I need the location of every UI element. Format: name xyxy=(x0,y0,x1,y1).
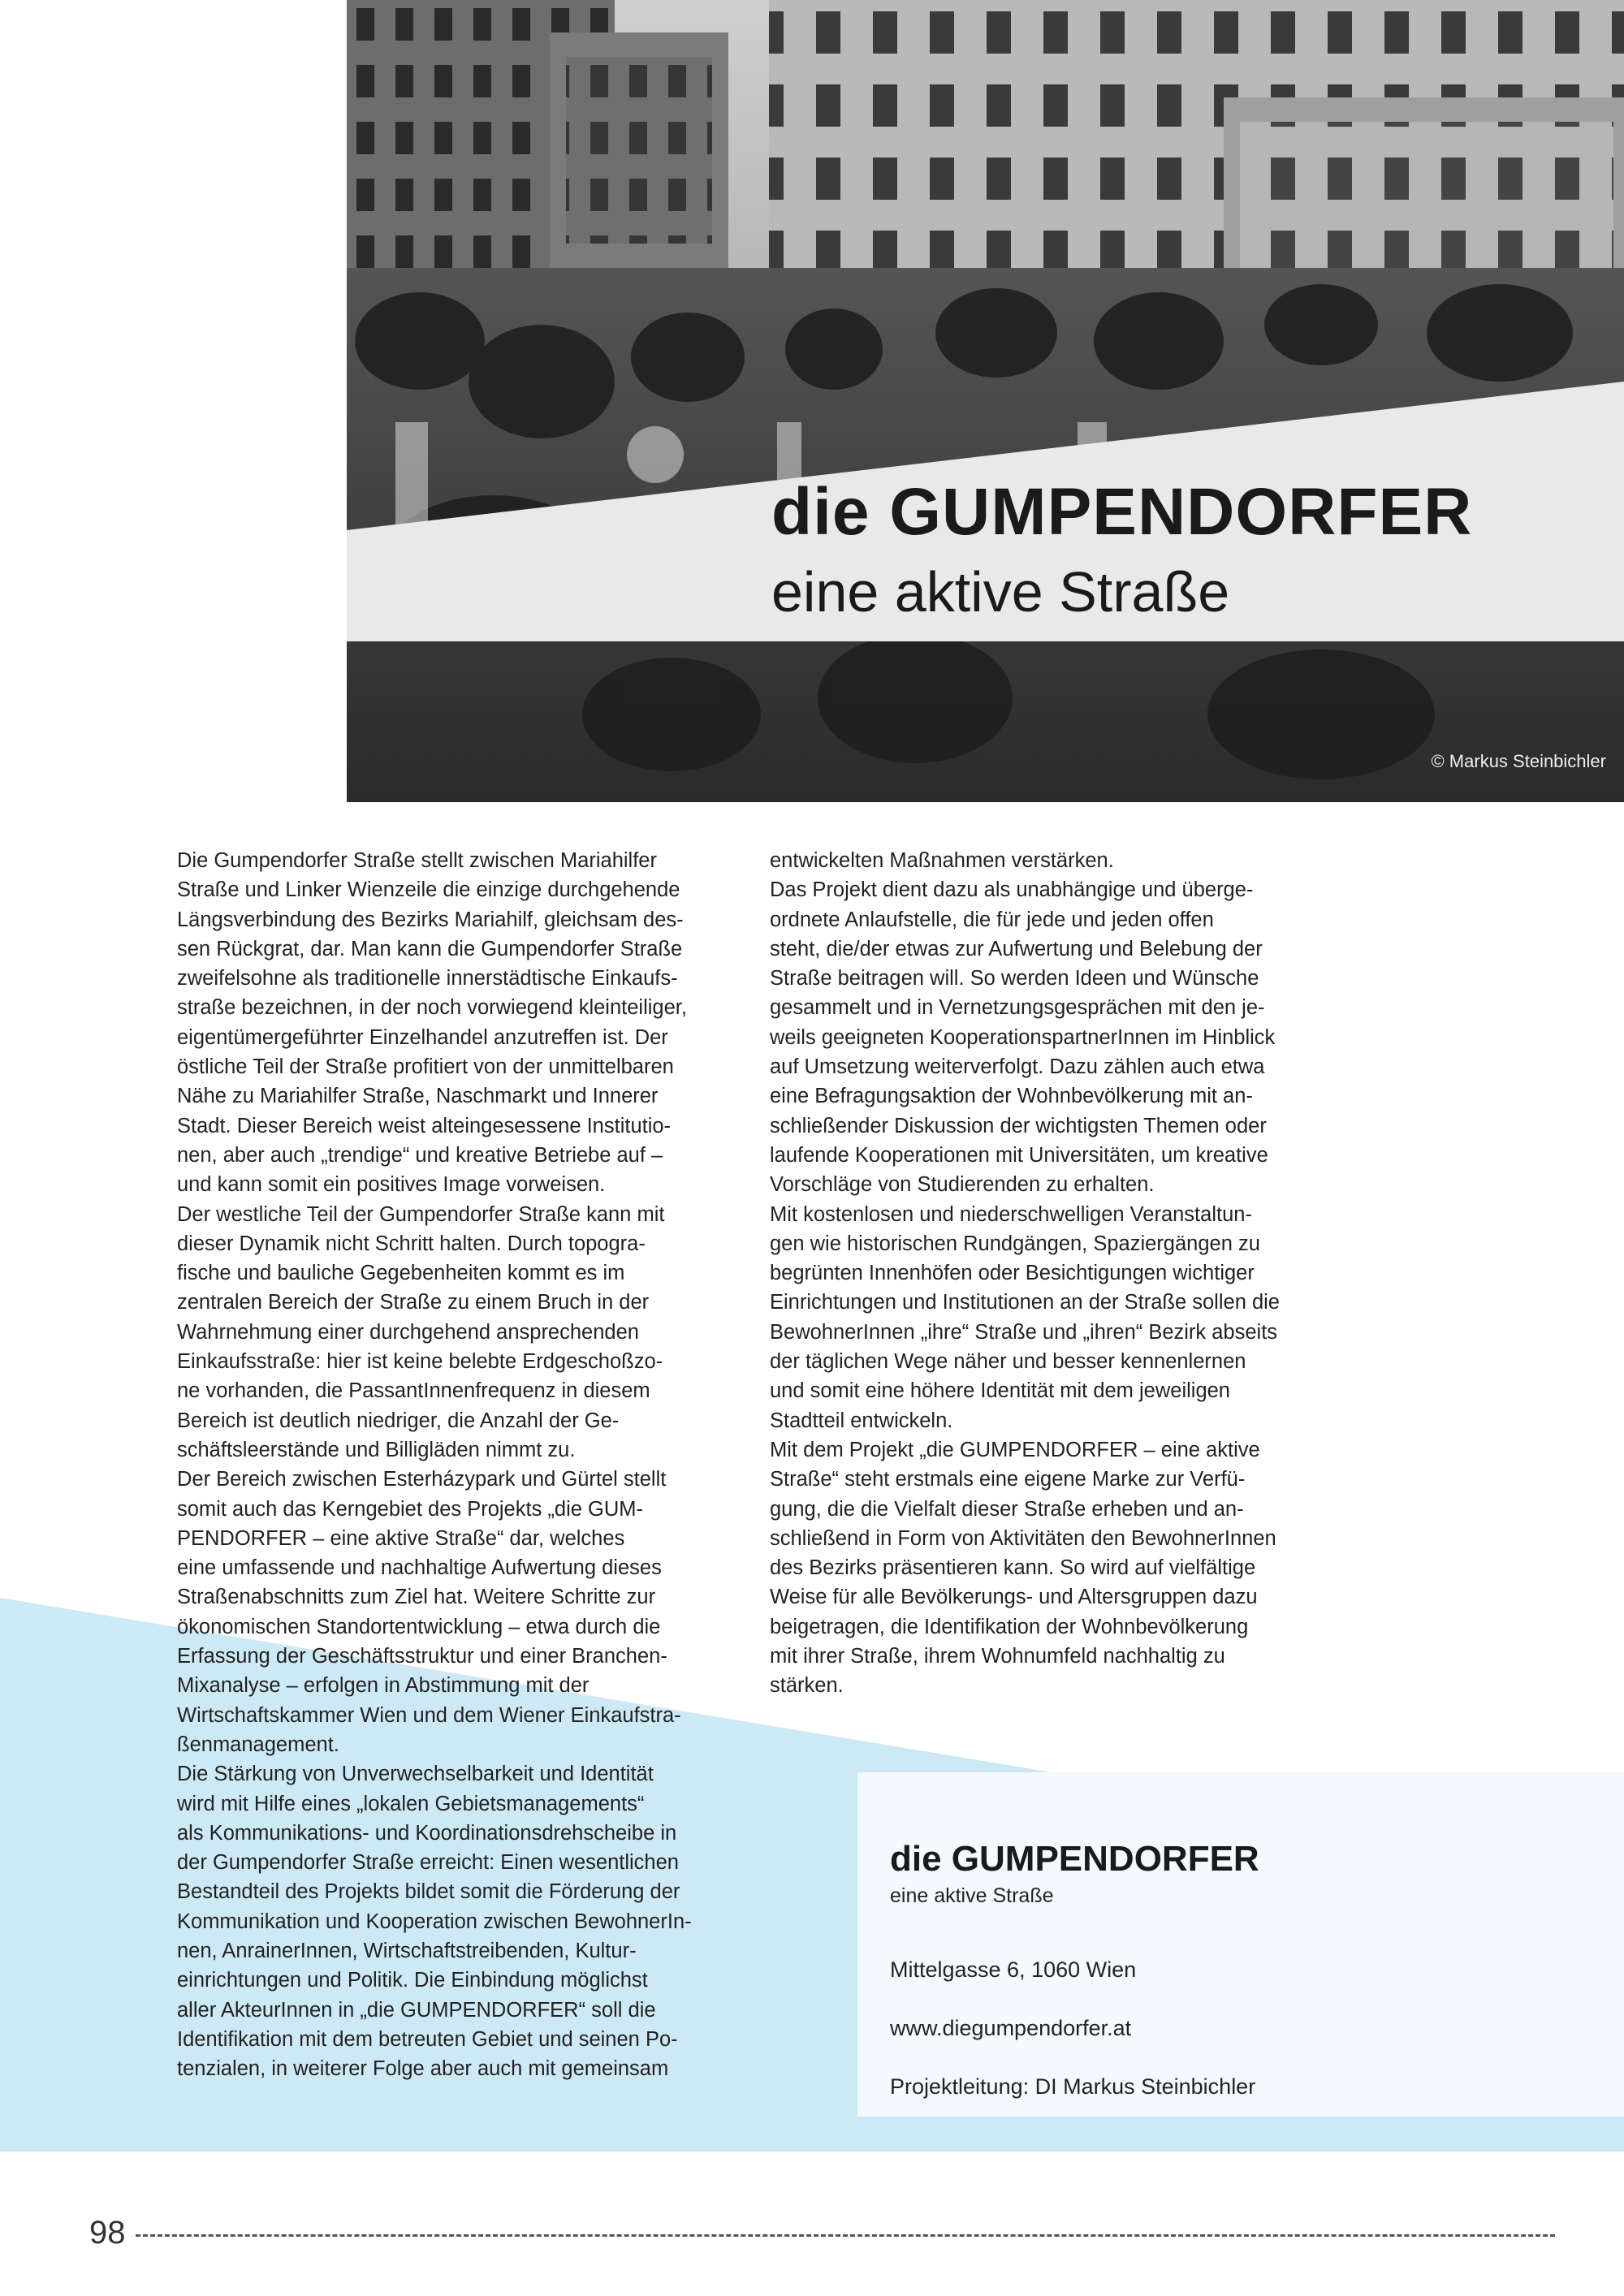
text-line: Vorschläge von Studierenden zu erhalten. xyxy=(770,1173,1155,1197)
text-line: Mit dem Projekt „die GUMPENDORFER – eine aktive xyxy=(770,1438,1260,1461)
text-line: Die Gumpendorfer Straße stellt zwischen Mariahilfer xyxy=(177,849,657,872)
text-line: Straße beitragen will. So werden Ideen und Wünsche xyxy=(770,967,1259,990)
info-website-link[interactable]: www.diegumpendorfer.at xyxy=(890,2016,1132,2040)
header-photo xyxy=(347,0,1624,802)
text-line: der Gumpendorfer Straße erreicht: Einen wesentlichen xyxy=(177,1851,679,1875)
text-line: Einrichtungen und Institutionen an der Straße sollen die xyxy=(770,1291,1280,1314)
text-line: schließend in Form von Aktivitäten den BewohnerInnen xyxy=(770,1526,1276,1550)
text-line: Bestandteil des Projekts bildet somit die Förderung der xyxy=(177,1880,680,1904)
text-line: steht, die/der etwas zur Aufwertung und Belebung der xyxy=(770,937,1263,960)
text-line: als Kommunikations- und Koordinationsdrehscheibe in xyxy=(177,1821,677,1845)
contact-info-box xyxy=(857,1772,1624,2117)
text-line: schäftsleerstände und Billigläden nimmt zu. xyxy=(177,1438,576,1461)
text-line: mit ihrer Straße, ihrem Wohnumfeld nachhaltig zu xyxy=(770,1645,1225,1668)
text-line: gesammelt und in Vernetzungsgesprächen mit den je- xyxy=(770,996,1265,1020)
text-line: dieser Dynamik nicht Schritt halten. Durch topogra- xyxy=(177,1232,646,1255)
text-line: Kommunikation und Kooperation zwischen BewohnerIn- xyxy=(177,1910,692,1933)
body-text-right-column xyxy=(770,846,1310,1701)
text-line: ökonomischen Standortentwicklung – etwa durch die xyxy=(177,1615,661,1638)
text-line: gung, die die Vielfalt dieser Straße erheben und an- xyxy=(770,1497,1244,1521)
text-line: PENDORFER – eine aktive Straße“ dar, welches xyxy=(177,1526,625,1550)
text-line: einrichtungen und Politik. Die Einbindung möglichst xyxy=(177,1969,648,1992)
text-line: begrünten Innenhöfen oder Besichtigungen wichtiger xyxy=(770,1262,1255,1285)
text-line: stärken. xyxy=(770,1674,844,1698)
text-line: somit auch das Kerngebiet des Projekts „die GUM- xyxy=(177,1497,643,1521)
text-line: beigetragen, die Identifikation der Wohnbevölkerung xyxy=(770,1615,1249,1638)
text-line: und somit eine höhere Identität mit dem jeweiligen xyxy=(770,1379,1230,1403)
text-line: Bereich ist deutlich niedriger, die Anzahl der Ge- xyxy=(177,1409,620,1432)
text-line: Mixanalyse – erfolgen in Abstimmung mit der xyxy=(177,1674,590,1698)
text-line: Straße und Linker Wienzeile die einzige durchgehende xyxy=(177,878,680,902)
text-line: Längsverbindung des Bezirks Mariahilf, gleichsam des- xyxy=(177,908,684,931)
text-line: laufende Kooperationen mit Universitäten, um kreative xyxy=(770,1143,1268,1167)
info-box-title: die GUMPENDORFER xyxy=(890,1839,1259,1879)
text-line: tenzialen, in weiterer Folge aber auch mit gemeinsam xyxy=(177,2057,669,2081)
body-text-left-column xyxy=(177,846,717,2083)
text-line: Erfassung der Geschäftsstruktur und einer Branchen- xyxy=(177,1645,667,1668)
footer-dashed-rule xyxy=(136,2234,1556,2237)
photo-credit: © Markus Steinbichler xyxy=(1431,751,1606,771)
text-line: Wirtschaftskammer Wien und dem Wiener Einkaufstra- xyxy=(177,1703,681,1727)
text-line: Stadtteil entwickeln. xyxy=(770,1409,953,1432)
text-line: östliche Teil der Straße profitiert von der unmittelbaren xyxy=(177,1055,674,1079)
text-line: entwickelten Maßnahmen verstärken. xyxy=(770,849,1114,872)
text-line: Stadt. Dieser Bereich weist alteingesessene Institutio- xyxy=(177,1114,672,1137)
text-line: Nähe zu Mariahilfer Straße, Naschmarkt und Innerer xyxy=(177,1085,659,1108)
text-line: ne vorhanden, die PassantInnenfrequenz in diesem xyxy=(177,1379,650,1403)
text-line: ßenmanagement. xyxy=(177,1733,339,1756)
text-line: eigentümergeführter Einzelhandel anzutreffen ist. Der xyxy=(177,1025,668,1049)
info-project-lead: Projektleitung: DI Markus Steinbichler xyxy=(890,2074,1256,2099)
text-line: nen, AnrainerInnen, Wirtschaftstreibenden, Kultur- xyxy=(177,1939,637,1962)
page-title: die GUMPENDORFER xyxy=(771,475,1473,549)
page-number: 98 xyxy=(89,2215,126,2251)
info-address: Mittelgasse 6, 1060 Wien xyxy=(890,1957,1137,1982)
text-line: Der westliche Teil der Gumpendorfer Straße kann mit xyxy=(177,1202,665,1226)
text-line: zweifelsohne als traditionelle innerstädtische Einkaufs- xyxy=(177,967,678,990)
text-line: Wahrnehmung einer durchgehend ansprechenden xyxy=(177,1320,639,1344)
text-line: straße bezeichnen, in der noch vorwiegend kleinteiliger, xyxy=(177,996,687,1020)
page-footer xyxy=(89,2215,1555,2251)
text-line: Straßenabschnitts zum Ziel hat. Weitere Schritte zur xyxy=(177,1586,656,1609)
text-line: Einkaufsstraße: hier ist keine belebte Erdgeschoßzo- xyxy=(177,1350,663,1374)
text-line: gen wie historischen Rundgängen, Spaziergängen zu xyxy=(770,1232,1260,1255)
text-line: eine Befragungsaktion der Wohnbevölkerung mit an- xyxy=(770,1085,1253,1108)
page-title-block xyxy=(771,475,1473,624)
text-line: Identifikation mit dem betreuten Gebiet und seinen Po- xyxy=(177,2027,678,2051)
text-line: Straße“ steht erstmals eine eigene Marke zur Verfü- xyxy=(770,1468,1246,1491)
text-line: und kann somit ein positives Image vorweisen. xyxy=(177,1173,606,1197)
text-line: sen Rückgrat, dar. Man kann die Gumpendorfer Straße xyxy=(177,937,683,960)
text-line: ordnete Anlaufstelle, die für jede und jeden offen xyxy=(770,908,1214,931)
text-line: Mit kostenlosen und niederschwelligen Veranstaltun- xyxy=(770,1202,1252,1226)
text-line: fische und bauliche Gegebenheiten kommt es im xyxy=(177,1262,625,1285)
text-line: Das Projekt dient dazu als unabhängige und überge- xyxy=(770,878,1254,902)
text-line: auf Umsetzung weiterverfolgt. Dazu zählen auch etwa xyxy=(770,1055,1265,1079)
text-line: zentralen Bereich der Straße zu einem Bruch in der xyxy=(177,1291,650,1314)
text-line: Die Stärkung von Unverwechselbarkeit und Identität xyxy=(177,1763,654,1786)
text-line: Weise für alle Bevölkerungs- und Altersgruppen dazu xyxy=(770,1586,1258,1609)
text-line: aller AkteurInnen in „die GUMPENDORFER“ soll die xyxy=(177,1998,656,2022)
text-line: der täglichen Wege näher und besser kennenlernen xyxy=(770,1350,1246,1374)
text-line: Der Bereich zwischen Esterházypark und Gürtel stellt xyxy=(177,1468,667,1491)
text-line: schließender Diskussion der wichtigsten Themen oder xyxy=(770,1114,1267,1137)
text-line: eine umfassende und nachhaltige Aufwertung dieses xyxy=(177,1556,662,1580)
page-subtitle: eine aktive Straße xyxy=(771,560,1230,624)
text-line: weils geeigneten KooperationspartnerInnen im Hinblick xyxy=(770,1025,1276,1049)
text-line: nen, aber auch „trendige“ und kreative Betriebe auf – xyxy=(177,1143,663,1167)
text-line: BewohnerInnen „ihre“ Straße und „ihren“ Bezirk abseits xyxy=(770,1320,1278,1344)
info-box-subtitle: eine aktive Straße xyxy=(890,1884,1054,1907)
text-line: wird mit Hilfe eines „lokalen Gebietsmanagements“ xyxy=(177,1792,645,1815)
text-line: des Bezirks präsentieren kann. So wird auf vielfältige xyxy=(770,1556,1256,1580)
